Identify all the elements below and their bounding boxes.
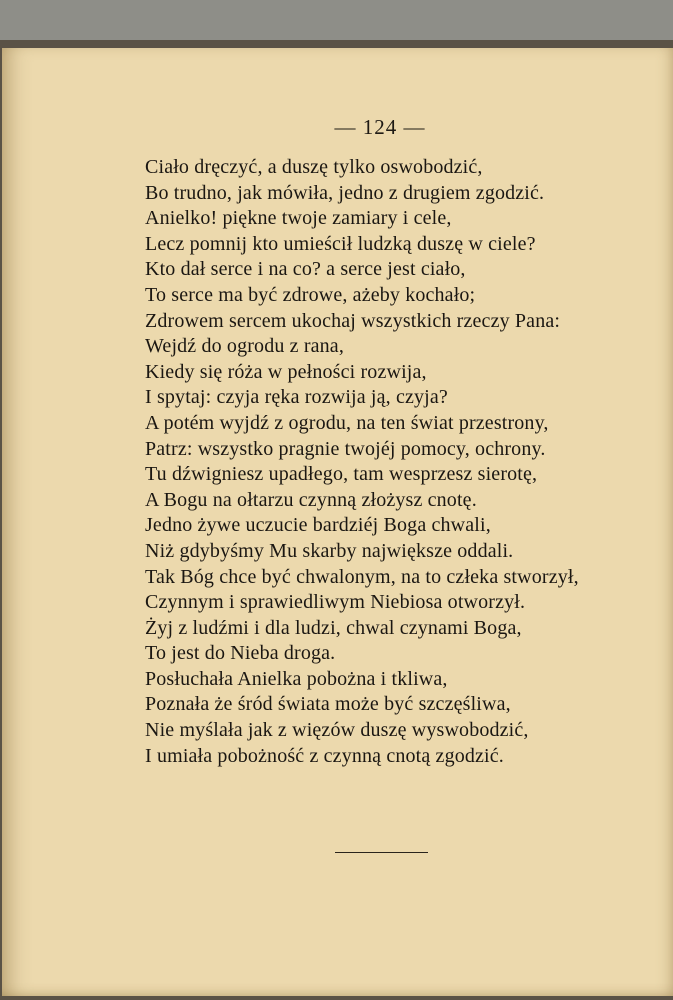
poem-line: Kiedy się róża w pełności rozwija, <box>145 360 427 383</box>
poem-line: Anielko! piękne twoje zamiary i cele, <box>145 207 452 230</box>
poem-line: Patrz: wszystko pragnie twojéj pomocy, ochrony. <box>145 437 546 460</box>
poem-line: Nie myślała jak z więzów duszę wyswobodzić, <box>145 719 529 742</box>
poem-line: Lecz pomnij kto umieścił ludzką duszę w ciele? <box>145 232 536 255</box>
poem-line: Czynnym i sprawiedliwym Niebiosa otworzył. <box>145 591 526 614</box>
poem-line: To serce ma być zdrowe, ażeby kochało; <box>145 283 476 306</box>
poem-line: Jedno żywe uczucie bardziéj Boga chwali, <box>145 514 491 537</box>
poem-line: A potém wyjdź z ogrodu, na ten świat przestrony, <box>145 411 549 434</box>
poem-line: Kto dał serce i na co? a serce jest ciało, <box>145 258 466 281</box>
end-divider <box>335 852 428 853</box>
poem-line: Tak Bóg chce być chwalonym, na to człeka stworzył, <box>145 565 579 588</box>
poem-line: I umiała pobożność z czynną cnotą zgodzić. <box>145 744 504 767</box>
poem-line: Żyj z ludźmi i dla ludzi, chwal czynami Boga, <box>145 616 522 639</box>
poem-line: Poznała że śród świata może być szczęśliwa, <box>145 693 511 716</box>
poem-line: Zdrowem sercem ukochaj wszystkich rzeczy Pana: <box>145 309 561 332</box>
poem-line: Wejdź do ogrodu z rana, <box>145 335 344 358</box>
poem-line: Posłuchała Anielka pobożna i tkliwa, <box>145 667 448 690</box>
poem-line: Niż gdybyśmy Mu skarby największe oddali. <box>145 539 514 562</box>
poem-line: To jest do Nieba droga. <box>145 642 336 665</box>
poem-line: I spytaj: czyja ręka rozwija ją, czyja? <box>145 386 448 409</box>
poem-line: Tu dźwigniesz upadłego, tam wesprzesz sierotę, <box>145 463 538 486</box>
poem-line: A Bogu na ołtarzu czynną złożysz cnotę. <box>145 488 477 511</box>
poem-text <box>145 155 635 769</box>
poem-line: Ciało dręczyć, a duszę tylko oswobodzić, <box>145 156 483 178</box>
page-number: — 124 — <box>334 115 426 139</box>
poem-line: Bo trudno, jak mówiła, jedno z drugiem zgodzić. <box>145 181 545 204</box>
